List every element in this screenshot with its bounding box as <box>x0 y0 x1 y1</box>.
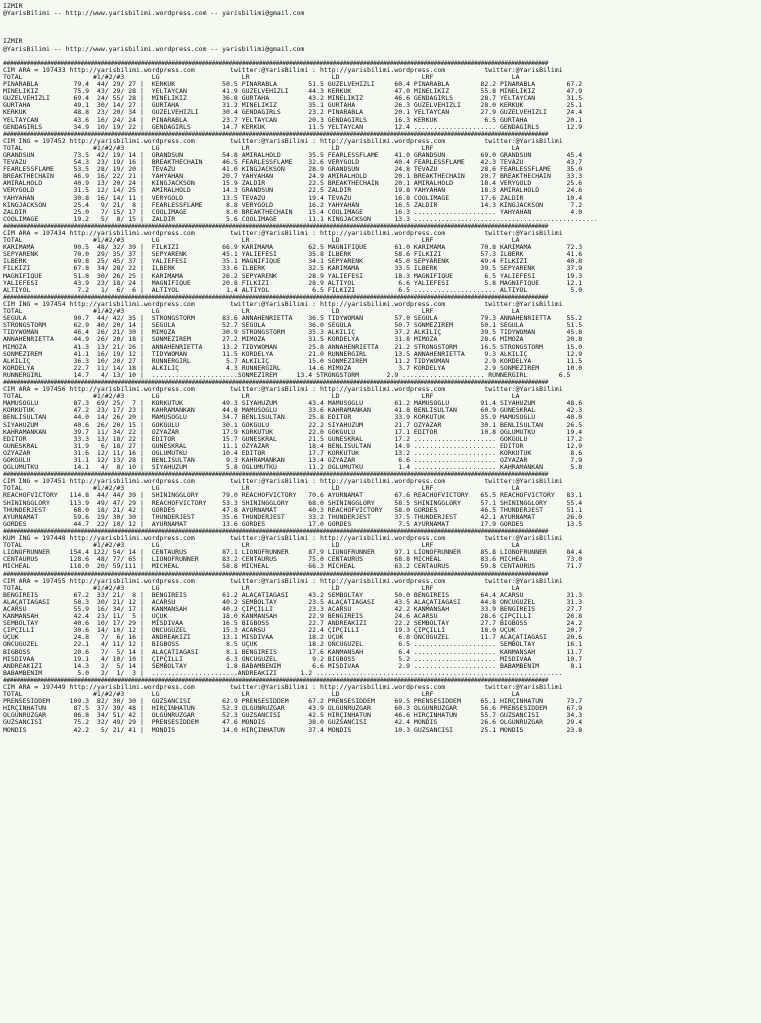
race-title: CIM ING = 197454 http://yarisbilimi.wordpress.com twitter:@YarisBilimi : http://yarisbilimi.wordpress.com twitter:@YarisBilimi <box>3 300 563 308</box>
table-row: ALKILIÇ 36.3 10/ 20/ 27 | RUNNERGIRL 5.7 ALKILIÇ 15.0 SÖNMEZIREM 11.2 TIDYWOMAN 2.9 KORDELYA 11.5 <box>3 357 583 365</box>
section-separator: ################################################################################################################################################################## <box>3 130 548 138</box>
table-row: ÖNCÜGÜZEL 22.1 4/ 11/ 12 | BIGBOSS 8.5 UÇUK 18.2 ÖNCÜGÜZEL 6.5 ..................... SEMBOLTAY 16.1 <box>3 641 583 649</box>
table-row: KORDELYA 22.7 11/ 14/ 18 | ALKILIÇ 4.3 RUNNERGIRL 14.6 MIMOZA 3.7 KORDELYA 2.9 SÖNMEZIREM 10.0 <box>3 364 583 372</box>
table-row: SEPYARENK 70.0 29/ 35/ 37 | SEPYARENK 45.1 YALIEFESI 35.8 ILBERK 58.6 FILKIZI 57.3 ILBERK 41.6 <box>3 251 583 259</box>
column-header-row: TOTAL #1/#2/#3 LG LR LD LRF LA <box>3 542 520 550</box>
table-row: FILKIZI 67.8 34/ 28/ 22 | ILBERK 33.6 ILBERK 32.5 KARIMAMA 33.5 ILBERK 39.5 SEPYARENK 37.9 <box>3 265 583 273</box>
table-row: TIDYWOMAN 46.4 26/ 21/ 30 | MIMOZA 30.9 STRONGSTORM 35.3 ALKILIÇ 37.2 ALKILIÇ 39.5 TIDYWOMAN 45.8 <box>3 329 583 337</box>
document-header <box>3 3 761 60</box>
table-row: SEGULA 90.7 44/ 42/ 35 | STRONGSTORM 83.6 ANNAHENRIETTA 36.5 TIDYWOMAN 57.0 SEGULA 79.3 ANNAHENRIETTA 55.2 <box>3 315 583 323</box>
contact-line: @YarisBilimi -- http://www.yarisbilimi.wordpress.com -- yarisbilimi@gmail.com <box>3 10 305 18</box>
race-title: CIM ING = 197451 http://yarisbilimi.wordpress.com twitter:@YarisBilimi : http://yarisbilimi.wordpress.com twitter:@YarisBilimi <box>3 478 563 486</box>
table-row: AMIRALHOLD 40.9 13/ 20/ 24 | KINGJACKSON 15.9 ZALDIR 22.5 BREAKTHECHAIN 20.1 AMIRALHOLD 18.4 VERYGOLD 25.6 <box>3 180 583 188</box>
table-row: MAMUSOGLU 87.3 69/ 25/ 7 | KÖRKÜTÜK 49.3 SIYAHÜZÜM 43.4 MAMUSOGLU 61.2 MAMUSOGLU 91.4 SIYAHÜZÜM 48.6 <box>3 400 583 408</box>
table-row: MONDIS 42.2 5/ 21/ 41 | MONDIS 14.0 HIRÇINHATUN 37.4 MONDIS 10.3 GÜZSANCISI 25.1 MONDIS 23.8 <box>3 726 583 734</box>
table-row: KANMANSAH 42.4 23/ 11/ 5 | UÇUK 18.0 KANMANSAH 22.9 BENGIREIS 24.6 ACARSU 28.6 ÇIPÇILLI 26.8 <box>3 613 583 621</box>
table-row: PRENSESIDDEM 109.3 82/ 30/ 30 | GÜZSANCISI 62.9 PRENSESIDDEM 67.2 PRENSESIDDEM 69.5 PRENSESIDDEM 65.1 HIRÇINHATUN 73.7 <box>3 698 583 706</box>
table-row: ALAÇATIAGASI 58.3 30/ 21/ 12 | ACARSU 40.2 SEMBOLTAY 23.5 ALAÇATIAGASI 43.5 ALAÇATIAGASI 44.8 ÖNCÜGÜZEL 31.3 <box>3 598 583 606</box>
table-row: ANDREAKIZI 14.3 2/ 5/ 14 | SEMBOLTAY 1.8 BABAMBENIM 6.6 MISDIVAA 2.9 ..................... BABAMBENIM 8.1 <box>3 662 583 670</box>
column-header-row: TOTAL #1/#2/#3 LG LR LD LRF LA <box>3 485 520 493</box>
race-title: KUM ING = 197448 http://yarisbilimi.wordpress.com twitter:@YarisBilimi : http://yarisbilimi.wordpress.com twitter:@YarisBilimi <box>3 535 563 543</box>
table-row: SÖNMEZIREM 41.1 16/ 19/ 12 | TIDYWOMAN 11.5 KORDELYA 21.0 RUNNERGIRL 13.5 ANNAHENRIETTA 9.3 ALKILIÇ 12.9 <box>3 350 583 358</box>
race-block <box>3 478 761 528</box>
table-row: AYURNAMAT 59.6 19/ 30/ 30 | THUNDERJEST 35.6 THUNDERJEST 33.2 THUNDERJEST 37.5 THUNDERJEST 42.1 AYURNAMAT 26.0 <box>3 513 583 521</box>
column-header-row: TOTAL #1/#2/#3 LG LR LD LRF LA <box>3 73 520 81</box>
race-block <box>3 684 761 734</box>
section-separator: ################################################################################################################################################################## <box>3 222 548 230</box>
table-row: MISDIVAA 19.1 4/ 10/ 10 | ÇIPÇILLI 6.3 ÖNCÜGÜZEL 9.2 BIGBOSS 5.2 ..................... MISDIVAA 10.7 <box>3 655 583 663</box>
blank-line <box>3 17 761 24</box>
table-row: KINGJACKSON 25.4 9/ 21/ 8 | FEARLESSFLAME 8.8 VERYGOLD 16.2 YAHYAHAN 16.5 ZALDIR 14.3 KINGJACKSON 7.2 <box>3 201 583 209</box>
column-header-row: TOTAL #1/#2/#3 LG LR LD LRF LA <box>3 691 520 699</box>
table-row: SIYAHÜZÜM 40.6 26/ 20/ 15 | GÖKGÜLÜ 30.1 GÖKGÜLÜ 22.2 SIYAHÜZÜM 21.7 ÖZYAZAR 30.1 BENLISULTAN 26.5 <box>3 421 583 429</box>
race-block <box>3 138 761 223</box>
table-row: BENGIREIS 67.2 33/ 21/ 8 | BENGIREIS 61.2 ALAÇATIAGASI 43.2 SEMBOLTAY 50.0 BENGIREIS 64.4 ACARSU 31.3 <box>3 591 583 599</box>
table-row: GÖRDES 44.7 22/ 10/ 12 | AYURNAMAT 13.6 GÖRDES 17.0 GÖRDES 7.5 AYURNAMAT 17.9 GÖRDES 13.5 <box>3 520 583 528</box>
blank-line <box>3 31 761 38</box>
table-row: STRONGSTORM 62.9 40/ 20/ 14 | SEGULA 52.7 SEGULA 36.0 SEGULA 50.7 SÖNMEZIREM 50.1 SEGULA 51.5 <box>3 322 583 330</box>
table-row: ÇIPÇILLI 30.6 14/ 10/ 12 | ÖNCÜGÜZEL 15.3 ACARSU 22.4 ÇIPÇILLI 19.3 ÇIPÇILLI 18.0 UÇUK 20.7 <box>3 627 583 635</box>
table-row: YELTAYCAN 43.6 16/ 24/ 24 | PINARABLA 23.7 YELTAYCAN 20.3 GENDAGIRLS 16.3 KERKÜK 6.5 GÜRTAHA 20.1 <box>3 116 583 124</box>
table-row: YAHYAHAN 30.8 16/ 14/ 11 | VERYGOLD 13.5 TEVAZU 19.4 TEVAZU 16.8 COOLIMAGE 17.6 ZALDIR 10.4 <box>3 194 583 202</box>
table-row: BREAKTHECHAIN 46.9 16/ 22/ 21 | YAHYAHAN 20.7 YAHYAHAN 24.9 AMIRALHOLD 20.1 BREAKTHECHAIN 20.7 BREAKTHECHAIN 33.3 <box>3 173 583 181</box>
table-row: KÖRKÜTÜK 47.2 23/ 17/ 23 | KAHRAMANKAN 44.8 MAMUSOGLU 33.6 KAHRAMANKAN 41.8 BENLISULTAN 60.9 GÜNESKRAL 42.3 <box>3 407 583 415</box>
table-row: GENDAGIRLS 34.9 10/ 19/ 22 | GENDAGIRLS 14.7 KERKÜK 11.5 YELTAYCAN 12.4 ..................... GENDAGIRLS 12.9 <box>3 123 583 131</box>
contact-line: @YarisBilimi -- http://www.yarisbilimi.wordpress.com -- yarisbilimi@gmail.com <box>3 45 305 53</box>
table-row: MICHEAL 118.0 20/ 59/111 | MICHEAL 58.8 MICHEAL 66.3 MICHEAL 63.2 CENTAURUS 59.8 CENTAURUS 71.7 <box>3 563 583 571</box>
race-block <box>3 386 761 471</box>
section-separator: ################################################################################################################################################################## <box>3 676 548 684</box>
table-row: KAHRAMANKAN 39.7 11/ 34/ 22 | ÖZYAZAR 17.9 KÖRKÜTÜK 22.0 GÖKGÜLÜ 17.1 EDITÖR 10.8 OGLUMUTKU 19.4 <box>3 428 583 436</box>
column-header-row: TOTAL #1/#2/#3 LG LR LD LRF LA <box>3 237 520 245</box>
table-row: CENTAURUS 128.6 48/ 77/ 65 | LIONOFRUNNER 83.2 CENTAURUS 75.0 CENTAURUS 68.8 MICHEAL 83.6 MICHEAL 73.0 <box>3 556 583 564</box>
table-row: VERYGOLD 31.5 12/ 14/ 25 | AMIRALHOLD 14.3 GRANDSUN 22.5 ZALDIR 19.8 YAHYAHAN 18.3 AMIRALHOLD 24.6 <box>3 187 583 195</box>
table-row: PINARABLA 79.4 44/ 29/ 27 | KERKÜK 50.5 PINARABLA 51.5 GÜZELVEHIZLI 60.4 PINARABLA 82.2 PINARABLA 67.2 <box>3 81 583 89</box>
table-row: KARIMAMA 90.5 48/ 32/ 39 | FILKIZI 66.9 KARIMAMA 62.5 MAGNIFIQUE 61.0 KARIMAMA 70.8 KARIMAMA 72.3 <box>3 244 583 252</box>
table-row: COOLIMAGE 19.2 5/ 8/ 15 | ZALDIR 5.6 COOLIMAGE 11.1 KINGJACKSON 13.3 ............................................... <box>3 215 598 223</box>
table-row: MINELIKIZ 75.9 43/ 29/ 28 | YELTAYCAN 41.9 GÜZELVEHIZLI 44.3 KERKÜK 47.0 MINELIKIZ 55.8 MINELIKIZ 47.9 <box>3 88 583 96</box>
table-row: GÜNESKRAL 31.9 6/ 18/ 27 | GÜNESKRAL 11.1 ÖZYAZAR 18.4 BENLISULTAN 14.9 ..................... EDITÖR 12.9 <box>3 442 583 450</box>
race-title: CIM ARA = 197433 http://yarisbilimi.wordpress.com twitter:@YarisBilimi : http://yarisbilimi.wordpress.com twitter:@YarisBilimi <box>3 66 563 74</box>
section-separator: ################################################################################################################################################################## <box>3 293 548 301</box>
race-title: CIM ARA = 197455 http://yarisbilimi.wordpress.com twitter:@YarisBilimi : http://yarisbilimi.wordpress.com twitter:@YarisBilimi <box>3 577 563 585</box>
table-row: THUNDERJEST 68.0 18/ 21/ 42 | GÖRDES 47.8 AYURNAMAT 40.3 REACHOFVICTORY 58.0 GÖRDES 46.5 THUNDERJEST 51.1 <box>3 506 583 514</box>
race-title: CIM ARA = 197456 http://yarisbilimi.wordpress.com twitter:@YarisBilimi : http://yarisbilimi.wordpress.com twitter:@YarisBilimi <box>3 386 563 394</box>
table-row: BABAMBENIM 5.0 2/ 1/ 3 | ......................ANDREAKIZI 1.2 ............................................................... <box>3 669 563 677</box>
table-row: ÖZYAZAR 31.6 12/ 11/ 16 | OGLUMUTKU 10.4 EDITÖR 17.7 KÖRKÜTÜK 13.2 ..................... KÖRKÜTÜK 8.6 <box>3 449 583 457</box>
table-row: EDITÖR 33.3 13/ 18/ 22 | EDITÖR 15.7 GÜNESKRAL 21.5 GÜNESKRAL 17.2 ..................... GÖKGÜLÜ 17.2 <box>3 435 583 443</box>
table-row: FEARLESSFLAME 53.5 28/ 19/ 20 | TEVAZU 41.0 KINGJACKSON 28.9 GRANDSUN 24.8 TEVAZU 28.6 FEARLESSFLAME 35.0 <box>3 166 583 174</box>
race-block <box>3 230 761 294</box>
column-header-row: TOTAL #1/#2/#3 LG LR LD LRF LA <box>3 144 520 152</box>
blank-line <box>3 53 761 60</box>
table-row: MIMOZA 41.3 13/ 21/ 26 | ANNAHENRIETTA 13.2 TIDYWOMAN 25.8 ANNAHENRIETTA 21.2 STRONGSTORM 16.5 STRONGSTORM 15.0 <box>3 343 583 351</box>
table-row: RUNNERGIRL 14.7 4/ 13/ 10 | ......................SÖNMEZIREM 13.4 STRONGSTORM 2.9 ..................... RUNNERGIRL 6.5 <box>3 371 571 379</box>
table-row: LIONOFRUNNER 154.4 122/ 54/ 14 | CENTAURUS 87.1 LIONOFRUNNER 87.9 LIONOFRUNNER 97.1 LIONOFRUNNER 85.8 LIONOFRUNNER 84.4 <box>3 549 583 557</box>
city-title: IZMIR <box>3 38 23 46</box>
race-block <box>3 535 761 570</box>
race-block <box>3 578 761 677</box>
column-header-row: TOTAL #1/#2/#3 LG LR LD LRF LA <box>3 393 520 401</box>
table-row: BIGBOSS 20.6 7/ 5/ 14 | ALAÇATIAGASI 8.1 BENGIREIS 17.6 KANMANSAH 6.4 ..................... KANMANSAH 11.7 <box>3 648 583 656</box>
column-header-row: TOTAL #1/#2/#3 LG LR LD LRF LA <box>3 308 520 316</box>
table-row: ILBERK 69.8 25/ 45/ 37 | YALIEFESI 35.1 MAGNIFIQUE 34.1 SEPYARENK 45.0 SEPYARENK 49.4 FILKIZI 40.8 <box>3 258 583 266</box>
race-title: CIM ARA = 197434 http://yarisbilimi.wordpress.com twitter:@YarisBilimi : http://yarisbilimi.wordpress.com twitter:@YarisBilimi <box>3 230 563 237</box>
race-block <box>3 67 761 131</box>
table-row: GÜZELVEHIZLI 69.4 24/ 55/ 28 | MINELIKIZ 36.8 GÜRTAHA 43.2 MINELIKIZ 46.6 GENDAGIRLS 28.7 YELTAYCAN 31.5 <box>3 95 583 103</box>
table-row: KERKÜK 48.8 23/ 20/ 34 | GÜZELVEHIZLI 30.4 GENDAGIRLS 23.2 PINARABLA 20.1 YELTAYCAN 27.9 GÜZELVEHIZLI 24.4 <box>3 109 583 117</box>
table-row: REACHOFVICTORY 114.8 44/ 44/ 39 | SHININGGLORY 79.0 REACHOFVICTORY 70.6 AYURNAMAT 67.6 REACHOFVICTORY 65.5 REACHOFVICTORY 83.1 <box>3 492 583 500</box>
table-row: MAGNIFIQUE 51.8 30/ 26/ 25 | KARIMAMA 26.2 SEPYARENK 28.9 YALIEFESI 18.3 MAGNIFIQUE 6.5 YALIEFESI 19.3 <box>3 272 583 280</box>
section-separator: ################################################################################################################################################################## <box>3 527 548 535</box>
section-separator: ################################################################################################################################################################## <box>3 570 548 578</box>
table-row: GRANDSUN 73.5 42/ 19/ 14 | GRANDSUN 54.8 AMIRALHOLD 35.5 FEARLESSFLAME 41.0 GRANDSUN 69.0 GRANDSUN 45.4 <box>3 151 583 159</box>
table-row: SEMBOLTAY 40.6 10/ 17/ 29 | MISDIVAA 16.5 BIGBOSS 22.7 ANDREAKIZI 22.2 SEMBOLTAY 27.7 BIGBOSS 24.2 <box>3 620 583 628</box>
table-row: GÜRTAHA 49.1 30/ 14/ 27 | GÜRTAHA 31.2 MINELIKIZ 35.1 GÜRTAHA 26.3 GÜZELVEHIZLI 28.0 KERKÜK 25.1 <box>3 102 583 110</box>
table-row: ALTIYOL 7.2 1/ 6/ 6 | ALTIYOL 1.4 ALTIYOL 6.5 FILKIZI 6.5 ..................... ALTIYOL 5.0 <box>3 286 583 294</box>
table-row: ZALDIR 25.0 7/ 15/ 17 | COOLIMAGE 8.0 BREAKTHECHAIN 15.4 COOLIMAGE 16.3 ..................... YAHYAHAN 4.0 <box>3 208 583 216</box>
table-row: YALIEFESI 43.9 23/ 18/ 24 | MAGNIFIQUE 20.8 FILKIZI 28.9 ALTIYOL 6.6 YALIEFESI 5.8 MAGNIFIQUE 12.1 <box>3 279 583 287</box>
table-row: GÜZSANCISI 75.2 32/ 49/ 29 | PRENSESIDDEM 47.6 MONDIS 38.0 GÜZSANCISI 42.4 MONDIS 26.6 OLGUNRÜZGAR 29.4 <box>3 719 583 727</box>
section-separator: ################################################################################################################################################################## <box>3 471 548 479</box>
table-row: ACARSU 55.9 16/ 34/ 17 | KANMANSAH 40.2 ÇIPÇILLI 23.3 ACARSU 42.2 KANMANSAH 33.9 BENGIREIS 27.7 <box>3 605 583 613</box>
table-row: OLGUNRÜZGAR 86.8 34/ 51/ 42 | OLGUNRÜZGAR 52.3 GÜZSANCISI 42.5 HIRÇINHATUN 46.6 HIRÇINHATUN 55.7 GÜZSANCISI 34.3 <box>3 712 583 720</box>
column-header-row: TOTAL #1/#2/#3 LG LR LD LRF LA <box>3 584 520 592</box>
section-separator: ################################################################################################################################################################## <box>3 378 548 386</box>
section-separator: ################################################################################################################################################################## <box>3 59 548 67</box>
race-block <box>3 301 761 379</box>
table-row: HIRÇINHATUN 87.5 37/ 39/ 48 | HIRÇINHATUN 52.3 OLGUNRÜZGAR 43.9 OLGUNRÜZGAR 60.3 OLGUNRÜZGAR 56.6 PRENSESIDDEM 67.9 <box>3 705 583 713</box>
race-title: CIM ARA = 197449 http://yarisbilimi.wordpress.com twitter:@YarisBilimi : http://yarisbilimi.wordpress.com twitter:@YarisBilimi <box>3 684 563 691</box>
table-row: OGLUMUTKU 14.1 4/ 8/ 10 | SIYAHÜZÜM 5.8 OGLUMUTKU 11.2 OGLUMUTKU 1.4 ..................... KAHRAMANKAN 5.8 <box>3 464 583 472</box>
table-row: BENLISULTAN 44.0 14/ 26/ 20 | MAMUSOGLU 34.7 BENLISULTAN 25.8 EDITÖR 33.9 KÖRKÜTÜK 35.9 MAMUSOGLU 40.0 <box>3 414 583 422</box>
table-row: ANNAHENRIETTA 44.9 26/ 20/ 18 | SÖNMEZIREM 27.2 MIMOZA 31.5 KORDELYA 31.8 MIMOZA 28.6 MIMOZA 20.8 <box>3 336 583 344</box>
table-row: SHININGGLORY 113.9 49/ 47/ 29 | REACHOFVICTORY 53.3 SHININGGLORY 68.0 SHININGGLORY 58.5 SHININGGLORY 57.1 SHININGGLORY 55.4 <box>3 499 583 507</box>
race-list <box>3 60 761 734</box>
table-row: UÇUK 24.8 7/ 6/ 16 | ANDREAKIZI 13.1 MISDIVAA 18.2 UÇUK 6.8 ÖNCÜGÜZEL 11.7 ALAÇATIAGASI 20.6 <box>3 634 583 642</box>
table-row: GÖKGÜLÜ 31.1 12/ 13/ 28 | BENLISULTAN 9.3 KAHRAMANKAN 13.4 ÖZYAZAR 6.6 ..................... ÖZYAZAR 7.9 <box>3 457 583 464</box>
race-title: CIM ING = 197452 http://yarisbilimi.wordpress.com twitter:@YarisBilimi : http://yarisbilimi.wordpress.com twitter:@YarisBilimi <box>3 137 563 145</box>
city-title: IZMIR <box>3 3 23 10</box>
table-row: TEVAZU 54.3 23/ 19/ 16 | BREAKTHECHAIN 46.5 FEARLESSFLAME 32.6 VERYGOLD 40.4 FEARLESSFLAME 42.3 TEVAZU 43.7 <box>3 159 583 167</box>
blank-line <box>3 24 761 31</box>
